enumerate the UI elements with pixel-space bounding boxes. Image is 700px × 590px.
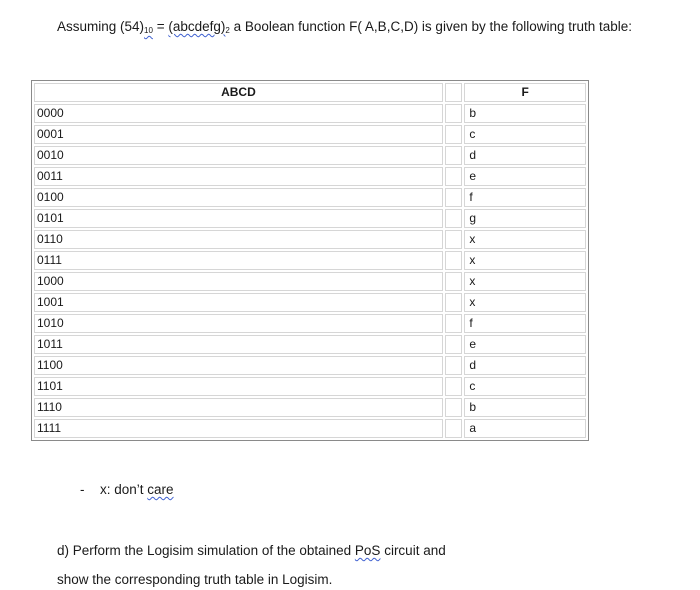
abcd-cell: 0110	[34, 230, 443, 249]
table-row	[34, 398, 586, 417]
abcd-cell: 0011	[34, 167, 443, 186]
table-row	[34, 419, 586, 438]
abcd-cell: 1010	[34, 314, 443, 333]
f-cell: e	[464, 335, 586, 354]
f-cell: b	[464, 398, 586, 417]
f-cell: f	[464, 314, 586, 333]
blank-cell	[445, 251, 463, 270]
table-row	[34, 125, 586, 144]
blank-cell	[445, 230, 463, 249]
abcd-cell: 1110	[34, 398, 443, 417]
abcd-cell: 0000	[34, 104, 443, 123]
blank-cell	[445, 293, 463, 312]
abcd-cell: 1101	[34, 377, 443, 396]
table-row	[34, 251, 586, 270]
abcd-cell: 1111	[34, 419, 443, 438]
intro-subscript-2: 2	[225, 26, 230, 35]
blank-cell	[445, 335, 463, 354]
table-row	[34, 209, 586, 228]
blank-cell	[445, 356, 463, 375]
intro-sentence	[57, 19, 632, 35]
note-text: x: don’t	[100, 482, 148, 497]
task-line-1	[57, 543, 446, 558]
blank-cell	[445, 419, 463, 438]
header-abcd: ABCD	[34, 83, 443, 102]
intro-abcdefg: (abcdefg)	[168, 19, 226, 34]
header-blank	[445, 83, 463, 102]
blank-cell	[445, 398, 463, 417]
intro-equals: =	[152, 19, 169, 34]
abcd-cell: 1011	[34, 335, 443, 354]
f-cell: x	[464, 230, 586, 249]
table-row	[34, 377, 586, 396]
f-cell: x	[464, 272, 586, 291]
f-cell: e	[464, 167, 586, 186]
table-row	[34, 230, 586, 249]
table-row	[34, 314, 586, 333]
task-line-2: show the corresponding truth table in Logisim.	[57, 572, 333, 587]
blank-cell	[445, 146, 463, 165]
intro-rest: a Boolean function F( A,B,C,D) is given by the following truth table:	[229, 19, 633, 34]
f-cell: x	[464, 251, 586, 270]
f-cell: g	[464, 209, 586, 228]
intro-subscript-10: 10	[144, 26, 153, 35]
table-row	[34, 188, 586, 207]
table-row	[34, 335, 586, 354]
blank-cell	[445, 377, 463, 396]
blank-cell	[445, 314, 463, 333]
f-cell: d	[464, 356, 586, 375]
abcd-cell: 0111	[34, 251, 443, 270]
blank-cell	[445, 272, 463, 291]
task-line-1-suffix: circuit and	[380, 543, 446, 558]
abcd-cell: 1001	[34, 293, 443, 312]
note-care: care	[147, 482, 174, 497]
blank-cell	[445, 167, 463, 186]
abcd-cell: 0010	[34, 146, 443, 165]
truth-table	[31, 80, 589, 441]
abcd-cell: 0100	[34, 188, 443, 207]
abcd-cell: 1100	[34, 356, 443, 375]
abcd-cell: 1000	[34, 272, 443, 291]
table-row	[34, 356, 586, 375]
task-pos: PoS	[354, 543, 381, 558]
blank-cell	[445, 125, 463, 144]
task-line-1-prefix: d) Perform the Logisim simulation of the obtained	[57, 543, 355, 558]
blank-cell	[445, 209, 463, 228]
f-cell: c	[464, 377, 586, 396]
f-cell: b	[464, 104, 586, 123]
intro-prefix: Assuming (54)	[57, 19, 145, 34]
f-cell: x	[464, 293, 586, 312]
table-row	[34, 167, 586, 186]
dont-care-note	[80, 482, 174, 497]
note-dash: -	[80, 482, 85, 497]
truth-table-header-row	[34, 83, 586, 102]
f-cell: d	[464, 146, 586, 165]
f-cell: f	[464, 188, 586, 207]
header-f: F	[464, 83, 586, 102]
table-row	[34, 272, 586, 291]
table-row	[34, 146, 586, 165]
blank-cell	[445, 104, 463, 123]
table-row	[34, 104, 586, 123]
f-cell: a	[464, 419, 586, 438]
abcd-cell: 0101	[34, 209, 443, 228]
abcd-cell: 0001	[34, 125, 443, 144]
f-cell: c	[464, 125, 586, 144]
table-row	[34, 293, 586, 312]
blank-cell	[445, 188, 463, 207]
